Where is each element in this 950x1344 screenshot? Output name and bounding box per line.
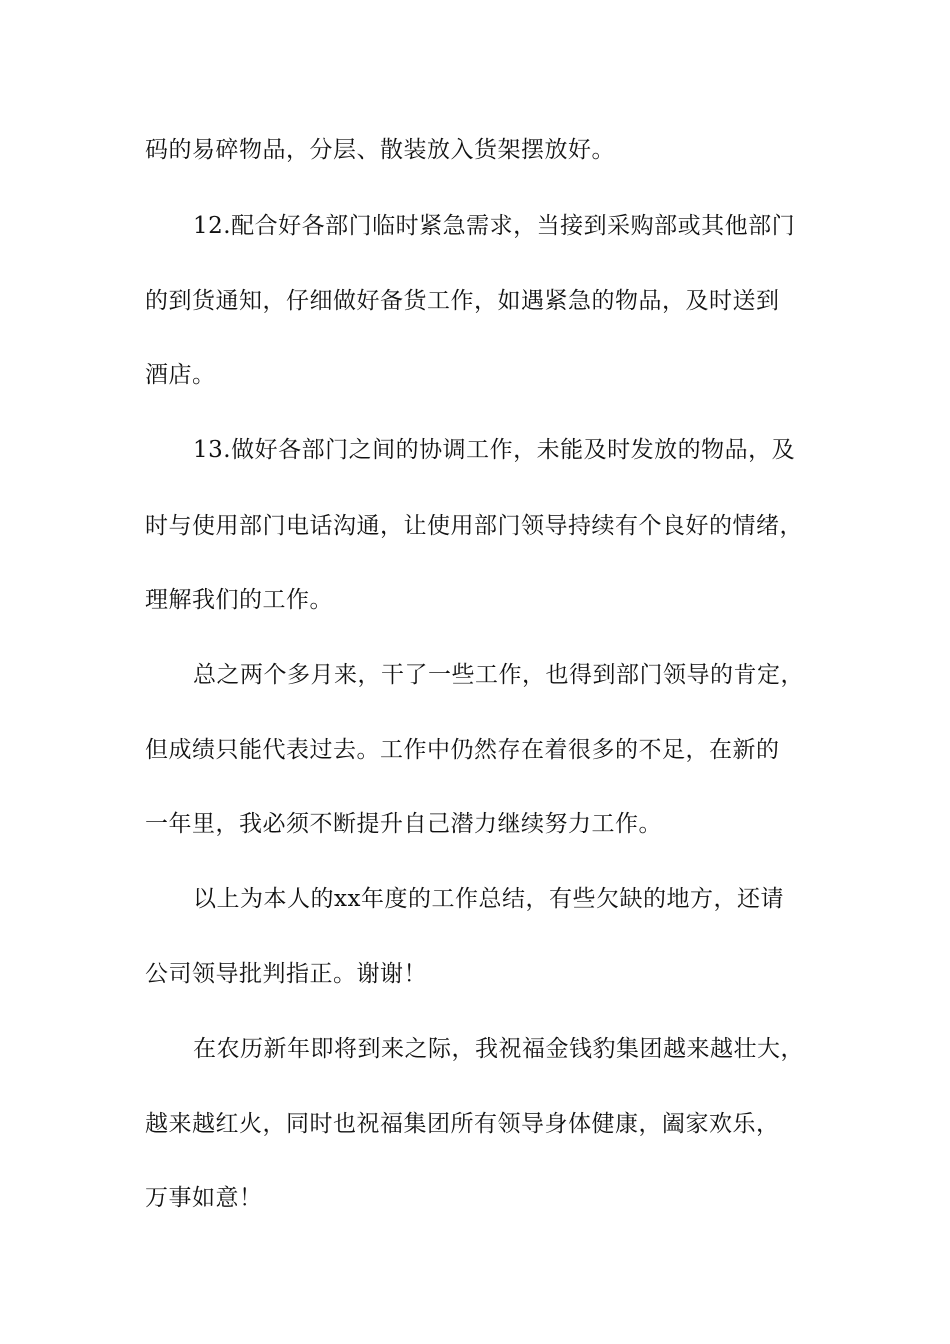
text-line-7: 理解我们的工作。	[145, 587, 333, 613]
text-line-9: 但成绩只能代表过去。工作中仍然存在着很多的不足，在新的	[145, 737, 780, 763]
text-line-14: 越来越红火，同时也祝福集团所有领导身体健康，阖家欢乐，	[145, 1111, 780, 1137]
text-line-4: 酒店。	[145, 362, 216, 388]
text-line-1: 码的易碎物品，分层、散装放入货架摆放好。	[145, 137, 615, 163]
text-line-10: 一年里，我必须不断提升自己潜力继续努力工作。	[145, 811, 662, 837]
text-line-5: 13.做好各部门之间的协调工作，未能及时发放的物品，及	[193, 437, 796, 463]
text-line-12: 公司领导批判指正。谢谢！	[145, 961, 427, 987]
text-line-3: 的到货通知，仔细做好备货工作，如遇紧急的物品，及时送到	[145, 288, 780, 314]
text-line-8: 总之两个多月来，干了一些工作，也得到部门领导的肯定，	[193, 662, 804, 688]
text-line-13: 在农历新年即将到来之际，我祝福金钱豹集团越来越壮大，	[193, 1036, 804, 1062]
text-line-11: 以上为本人的xx年度的工作总结，有些欠缺的地方，还请	[193, 886, 784, 912]
text-line-15: 万事如意！	[145, 1185, 263, 1211]
text-line-2: 12.配合好各部门临时紧急需求，当接到采购部或其他部门	[193, 213, 796, 239]
text-line-6: 时与使用部门电话沟通，让使用部门领导持续有个良好的情绪，	[145, 513, 803, 539]
